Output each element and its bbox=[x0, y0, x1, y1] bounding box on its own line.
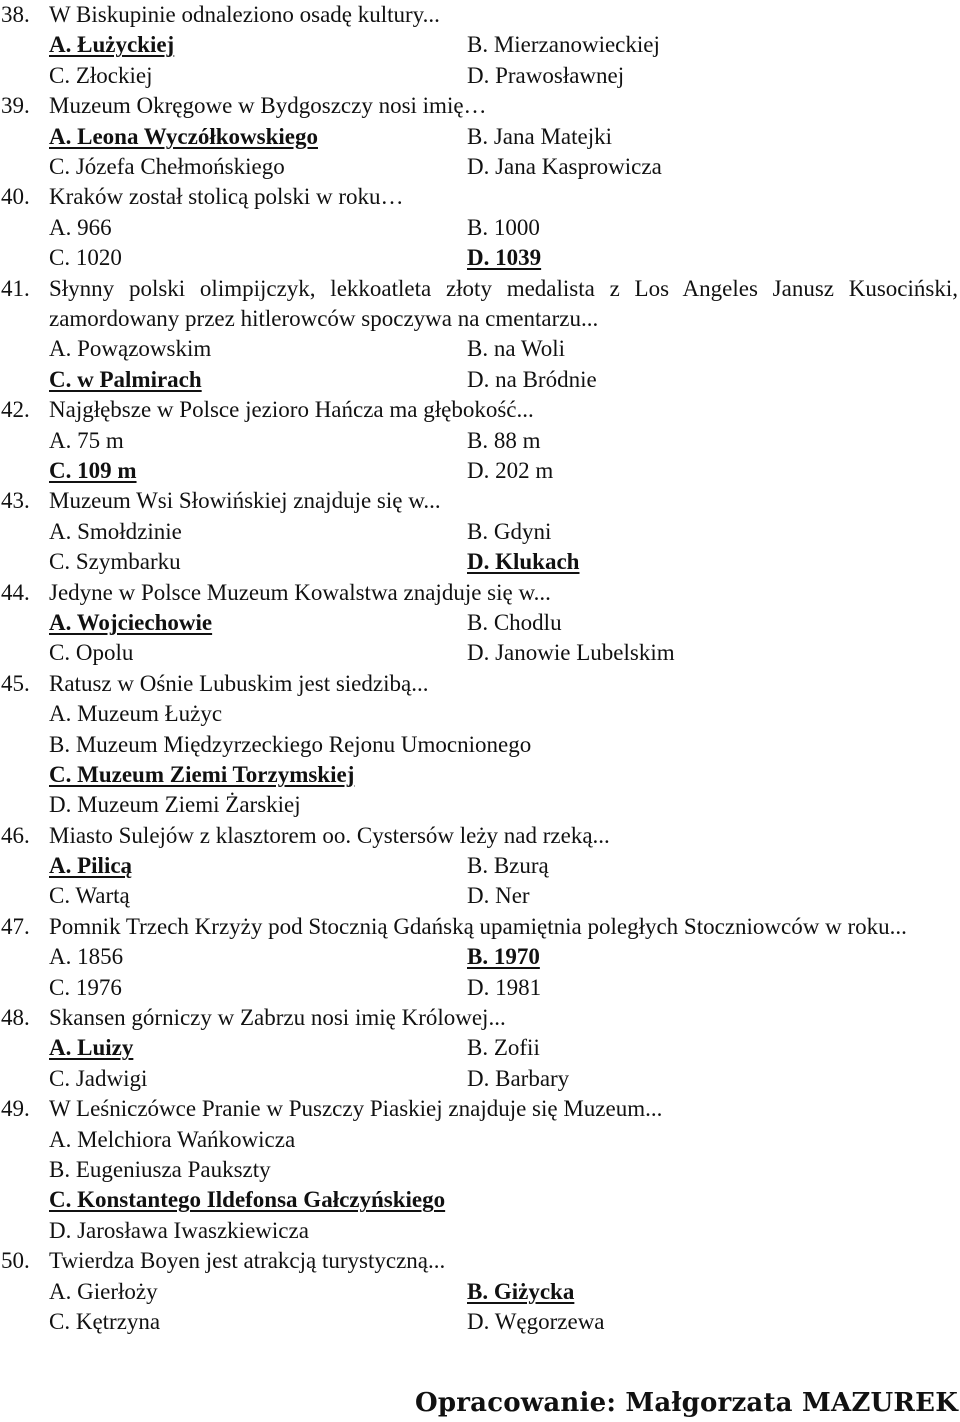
answer-option: D. na Bródnie bbox=[467, 366, 597, 392]
question-text: Kraków został stolicą polski w roku… bbox=[49, 184, 404, 210]
correct-answer-option: C. w Palmirach bbox=[49, 366, 202, 392]
answer-row bbox=[0, 547, 960, 577]
answer-row bbox=[0, 243, 960, 273]
correct-answer-option: A. Pilicą bbox=[49, 853, 133, 879]
answer-option: B. 1000 bbox=[467, 214, 540, 240]
question-number: 44. bbox=[1, 579, 30, 605]
question-45 bbox=[0, 669, 960, 821]
answer-option: B. na Woli bbox=[467, 336, 566, 362]
answer-option: B. Chodlu bbox=[467, 609, 562, 635]
answer-row bbox=[0, 426, 960, 456]
answer-option: C. Jadwigi bbox=[49, 1065, 148, 1091]
question-text: Ratusz w Ośnie Lubuskim jest siedzibą... bbox=[49, 670, 429, 696]
answer-row bbox=[0, 942, 960, 972]
question-header bbox=[0, 669, 960, 699]
question-header bbox=[0, 1003, 960, 1033]
question-number: 40. bbox=[1, 184, 30, 210]
question-text: Skansen górniczy w Zabrzu nosi imię Królowej... bbox=[49, 1005, 506, 1031]
answer-row bbox=[0, 1033, 960, 1063]
question-number: 46. bbox=[1, 822, 30, 848]
answer-option: B. Mierzanowieckiej bbox=[467, 32, 660, 58]
question-header bbox=[0, 1246, 960, 1276]
answer-row bbox=[0, 973, 960, 1003]
answer-option: B. Zofii bbox=[467, 1035, 540, 1061]
question-header bbox=[0, 91, 960, 121]
answer-row bbox=[0, 1125, 960, 1155]
answer-row bbox=[0, 1216, 960, 1246]
question-text: Miasto Sulejów z klasztorem oo. Cystersów leży nad rzeką... bbox=[49, 822, 610, 848]
question-header bbox=[0, 395, 960, 425]
answer-option: B. Eugeniusza Paukszty bbox=[49, 1157, 271, 1183]
answer-row bbox=[0, 365, 960, 395]
answer-row bbox=[0, 517, 960, 547]
question-38 bbox=[0, 0, 960, 91]
question-header bbox=[0, 912, 960, 942]
correct-answer-option: D. 1039 bbox=[467, 245, 542, 271]
answer-row bbox=[0, 334, 960, 364]
question-43 bbox=[0, 486, 960, 577]
answer-row bbox=[0, 1277, 960, 1307]
answer-row bbox=[0, 760, 960, 790]
question-44 bbox=[0, 578, 960, 669]
correct-answer-option: B. 1970 bbox=[467, 944, 540, 970]
answer-option: D. 202 m bbox=[467, 457, 554, 483]
answer-option: C. Józefa Chełmońskiego bbox=[49, 153, 285, 179]
question-text: Twierdza Boyen jest atrakcją turystyczną... bbox=[49, 1248, 446, 1274]
question-header bbox=[0, 1094, 960, 1124]
question-header bbox=[0, 821, 960, 851]
answer-option: A. 75 m bbox=[49, 427, 124, 453]
question-text: Pomnik Trzech Krzyży pod Stocznią Gdańską upamiętnia poległych Stoczniowców w roku... bbox=[49, 913, 907, 939]
answer-option: C. Kętrzyna bbox=[49, 1309, 161, 1335]
question-header bbox=[0, 578, 960, 608]
answer-row bbox=[0, 881, 960, 911]
answer-option: C. 1020 bbox=[49, 245, 122, 271]
question-number: 43. bbox=[1, 488, 30, 514]
answer-option: A. Melchiora Wańkowicza bbox=[49, 1126, 296, 1152]
answer-row bbox=[0, 61, 960, 91]
question-number: 41. bbox=[1, 275, 30, 301]
correct-answer-option: A. Łużyckiej bbox=[49, 32, 175, 58]
question-header bbox=[0, 486, 960, 516]
question-number: 38. bbox=[1, 2, 30, 27]
author-credit: Opracowanie: Małgorzata MAZUREK bbox=[415, 1388, 958, 1418]
answer-option: A. Smołdzinie bbox=[49, 518, 182, 544]
answer-row bbox=[0, 730, 960, 760]
answer-option: D. Prawosławnej bbox=[467, 62, 625, 88]
question-header bbox=[0, 274, 960, 335]
correct-answer-option: C. Konstantego Ildefonsa Gałczyńskiego bbox=[49, 1187, 446, 1213]
answer-option: C. 1976 bbox=[49, 974, 122, 1000]
question-40 bbox=[0, 182, 960, 273]
answer-row bbox=[0, 699, 960, 729]
answer-option: B. Bzurą bbox=[467, 853, 549, 879]
answer-row bbox=[0, 152, 960, 182]
question-49 bbox=[0, 1094, 960, 1246]
answer-option: C. Złockiej bbox=[49, 62, 153, 88]
question-50 bbox=[0, 1246, 960, 1337]
question-text: W Leśniczówce Pranie w Puszczy Piaskiej znajduje się Muzeum... bbox=[49, 1096, 663, 1122]
correct-answer-option: C. Muzeum Ziemi Torzymskiej bbox=[49, 761, 355, 787]
answer-row bbox=[0, 456, 960, 486]
answer-option: D. Barbary bbox=[467, 1065, 570, 1091]
question-42 bbox=[0, 395, 960, 486]
answer-row bbox=[0, 638, 960, 668]
answer-option: B. 88 m bbox=[467, 427, 541, 453]
answer-row bbox=[0, 1185, 960, 1215]
answer-row bbox=[0, 1307, 960, 1337]
answer-option: A. Gierłoży bbox=[49, 1278, 158, 1304]
question-number: 48. bbox=[1, 1005, 30, 1031]
question-text: Najgłębsze w Polsce jezioro Hańcza ma głębokość... bbox=[49, 397, 534, 423]
question-header bbox=[0, 0, 960, 30]
question-48 bbox=[0, 1003, 960, 1094]
answer-option: A. 966 bbox=[49, 214, 112, 240]
correct-answer-option: A. Leona Wyczółkowskiego bbox=[49, 123, 318, 149]
question-47 bbox=[0, 912, 960, 1003]
answer-option: D. Jarosława Iwaszkiewicza bbox=[49, 1217, 309, 1243]
answer-option: A. Powązowskim bbox=[49, 336, 212, 362]
answer-option: D. Janowie Lubelskim bbox=[467, 640, 675, 666]
answer-row bbox=[0, 790, 960, 820]
answer-option: D. Jana Kasprowicza bbox=[467, 153, 662, 179]
question-text: W Biskupinie odnaleziono osadę kultury... bbox=[49, 2, 440, 27]
question-number: 42. bbox=[1, 397, 30, 423]
answer-option: C. Wartą bbox=[49, 883, 130, 909]
answer-option: B. Gdyni bbox=[467, 518, 552, 544]
correct-answer-option: C. 109 m bbox=[49, 457, 137, 483]
answer-option: C. Opolu bbox=[49, 640, 134, 666]
answer-row bbox=[0, 1155, 960, 1185]
question-text: Muzeum Okręgowe w Bydgoszczy nosi imię… bbox=[49, 93, 487, 119]
question-number: 50. bbox=[1, 1248, 30, 1274]
correct-answer-option: D. Klukach bbox=[467, 549, 580, 575]
answer-option: D. Węgorzewa bbox=[467, 1309, 605, 1335]
correct-answer-option: A. Wojciechowie bbox=[49, 609, 213, 635]
answer-option: A. Muzeum Łużyc bbox=[49, 701, 223, 727]
answer-option: D. Muzeum Ziemi Żarskiej bbox=[49, 792, 301, 818]
question-41 bbox=[0, 274, 960, 396]
question-number: 47. bbox=[1, 913, 30, 939]
answer-row bbox=[0, 1064, 960, 1094]
answer-option: B. Muzeum Międzyrzeckiego Rejonu Umocnionego bbox=[49, 731, 532, 757]
question-text: Słynny polski olimpijczyk, lekkoatleta złoty medalista z Los Angeles Janusz Kusociński, zamordowany przez hitlerowców spoczywa na cmentarzu... bbox=[49, 275, 958, 331]
answer-option: D. Ner bbox=[467, 883, 530, 909]
answer-row bbox=[0, 30, 960, 60]
question-header bbox=[0, 182, 960, 212]
answer-option: C. Szymbarku bbox=[49, 549, 181, 575]
answer-option: A. 1856 bbox=[49, 944, 124, 970]
answer-option: B. Jana Matejki bbox=[467, 123, 612, 149]
question-39 bbox=[0, 91, 960, 182]
question-text: Muzeum Wsi Słowińskiej znajduje się w... bbox=[49, 488, 441, 514]
question-number: 49. bbox=[1, 1096, 30, 1122]
answer-row bbox=[0, 608, 960, 638]
answer-row bbox=[0, 122, 960, 152]
correct-answer-option: B. Giżycka bbox=[467, 1278, 575, 1304]
answer-option: D. 1981 bbox=[467, 974, 542, 1000]
answer-row bbox=[0, 851, 960, 881]
question-46 bbox=[0, 821, 960, 912]
question-number: 39. bbox=[1, 93, 30, 119]
question-text: Jedyne w Polsce Muzeum Kowalstwa znajduje się w... bbox=[49, 579, 551, 605]
correct-answer-option: A. Luizy bbox=[49, 1035, 134, 1061]
answer-row bbox=[0, 213, 960, 243]
question-number: 45. bbox=[1, 670, 30, 696]
